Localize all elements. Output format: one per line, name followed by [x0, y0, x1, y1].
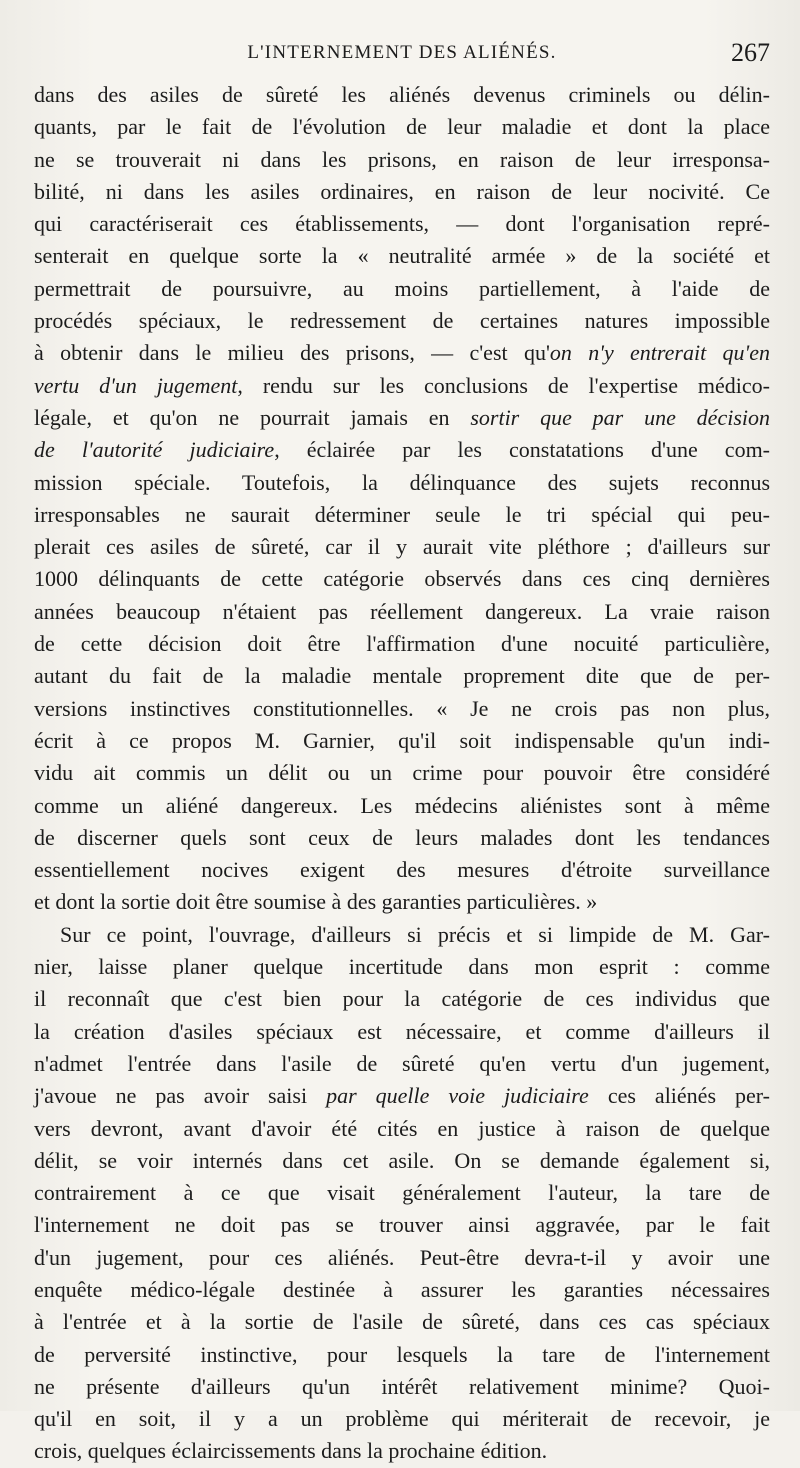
text-line: senterait en quelque sorte la « neutralité armée » de la société et: [34, 243, 770, 269]
italic-run: par quelle voie judiciaire: [326, 1083, 589, 1109]
text-line: dans des asiles de sûreté les aliénés devenus criminels ou délin-: [34, 82, 770, 107]
italic-run: on n'y entrerait qu'en: [549, 340, 770, 366]
text-line: crois, quelques éclaircissements dans la prochaine édition.: [34, 1438, 548, 1464]
text-line: essentiellement nocives exigent des mesures d'étroite surveillance: [34, 857, 770, 883]
text-line: quants, par le fait de l'évolution de leur maladie et dont la place: [34, 114, 770, 140]
text-run: j'avoue ne pas avoir saisi: [34, 1083, 327, 1109]
text-line: [34, 337, 770, 369]
text-line: [34, 370, 770, 402]
text-line: de discerner quels sont ceux de leurs malades dont les tendances: [34, 824, 770, 850]
text-line: nier, laisse planer quelque incertitude dans mon esprit : comme: [34, 954, 770, 980]
text-line: autant du fait de la maladie mentale proprement dite que de per-: [34, 663, 770, 689]
text-run: ces aliénés per-: [588, 1083, 770, 1109]
text-line: enquête médico-légale destinée à assurer les garanties nécessaires: [34, 1276, 770, 1302]
body-text: [34, 79, 770, 1468]
text-line: procédés spéciaux, le redressement de certaines natures impossible: [34, 308, 770, 334]
text-line: de cette décision doit être l'affirmation d'une nocuité particulière,: [34, 631, 770, 657]
text-line: bilité, ni dans les asiles ordinaires, en raison de leur nocivité. Ce: [34, 178, 770, 204]
text-line: années beaucoup n'étaient pas réellement dangereux. La vraie raison: [34, 598, 770, 624]
page-number: 267: [731, 38, 770, 67]
italic-run: sortir que par une décision: [470, 404, 770, 430]
text-line: Sur ce point, l'ouvrage, d'ailleurs si précis et si limpide de M. Gar-: [60, 921, 770, 947]
text-line: l'internement ne doit pas se trouver ainsi aggravée, par le fait: [34, 1212, 770, 1238]
text-line: comme un aliéné dangereux. Les médecins aliénistes sont à même: [34, 792, 770, 818]
italic-run: vertu d'un jugement: [34, 372, 238, 398]
text-line: [34, 434, 770, 466]
text-line: à l'entrée et à la sortie de l'asile de sûreté, dans ces cas spéciaux: [34, 1309, 770, 1335]
text-line: plerait ces asiles de sûreté, car il y aurait vite pléthore ; d'ailleurs sur: [34, 534, 770, 560]
text-line: [34, 402, 770, 434]
text-line: [34, 1080, 770, 1112]
text-line: et dont la sortie doit être soumise à des garanties particulières. »: [34, 889, 598, 915]
text-run: , éclairée par les constatations d'une com-: [274, 437, 771, 463]
text-line: la création d'asiles spéciaux est nécessaire, et comme d'ailleurs il: [34, 1018, 770, 1044]
text-line: vidu ait commis un délit ou un crime pour pouvoir être considéré: [34, 760, 770, 786]
text-run: , rendu sur les conclusions de l'expertise médico-: [237, 372, 770, 398]
text-line: d'un jugement, pour ces aliénés. Peut-être devra-t-il y avoir une: [34, 1244, 770, 1270]
text-line: qu'il en soit, il y a un problème qui mériterait de recevoir, je: [34, 1406, 770, 1432]
text-line: ne se trouverait ni dans les prisons, en raison de leur irresponsa-: [34, 146, 770, 172]
running-head: [34, 38, 770, 72]
running-title: L'INTERNEMENT DES ALIÉNÉS.: [247, 42, 557, 63]
text-line: permettrait de poursuivre, au moins partiellement, à l'aide de: [34, 275, 770, 301]
text-line: irresponsables ne saurait déterminer seule le tri spécial qui peu-: [34, 501, 770, 527]
text-line: écrit à ce propos M. Garnier, qu'il soit indispensable qu'un indi-: [34, 727, 770, 753]
text-line: ne présente d'ailleurs qu'un intérêt relativement minime? Quoi-: [34, 1373, 770, 1399]
italic-run: de l'autorité judiciaire: [34, 437, 275, 463]
text-line: vers devront, avant d'avoir été cités en justice à raison de quelque: [34, 1115, 770, 1141]
text-line: délit, se voir internés dans cet asile. On se demande également si,: [34, 1147, 770, 1173]
text-run: à obtenir dans le milieu des prisons, — c'est qu': [34, 340, 550, 366]
text-line: 1000 délinquants de cette catégorie observés dans ces cinq dernières: [34, 566, 770, 592]
text-line: contrairement à ce que visait généralement l'auteur, la tare de: [34, 1180, 770, 1206]
text-line: il reconnaît que c'est bien pour la catégorie de ces individus que: [34, 986, 770, 1012]
text-line: de perversité instinctive, pour lesquels la tare de l'internement: [34, 1341, 770, 1367]
text-line: versions instinctives constitutionnelles. « Je ne crois pas non plus,: [34, 695, 770, 721]
text-run: légale, et qu'on ne pourrait jamais en: [34, 404, 471, 430]
text-line: n'admet l'entrée dans l'asile de sûreté qu'en vertu d'un jugement,: [34, 1050, 770, 1076]
text-line: qui caractériserait ces établissements, — dont l'organisation repré-: [34, 211, 770, 237]
text-line: mission spéciale. Toutefois, la délinquance des sujets reconnus: [34, 469, 770, 495]
